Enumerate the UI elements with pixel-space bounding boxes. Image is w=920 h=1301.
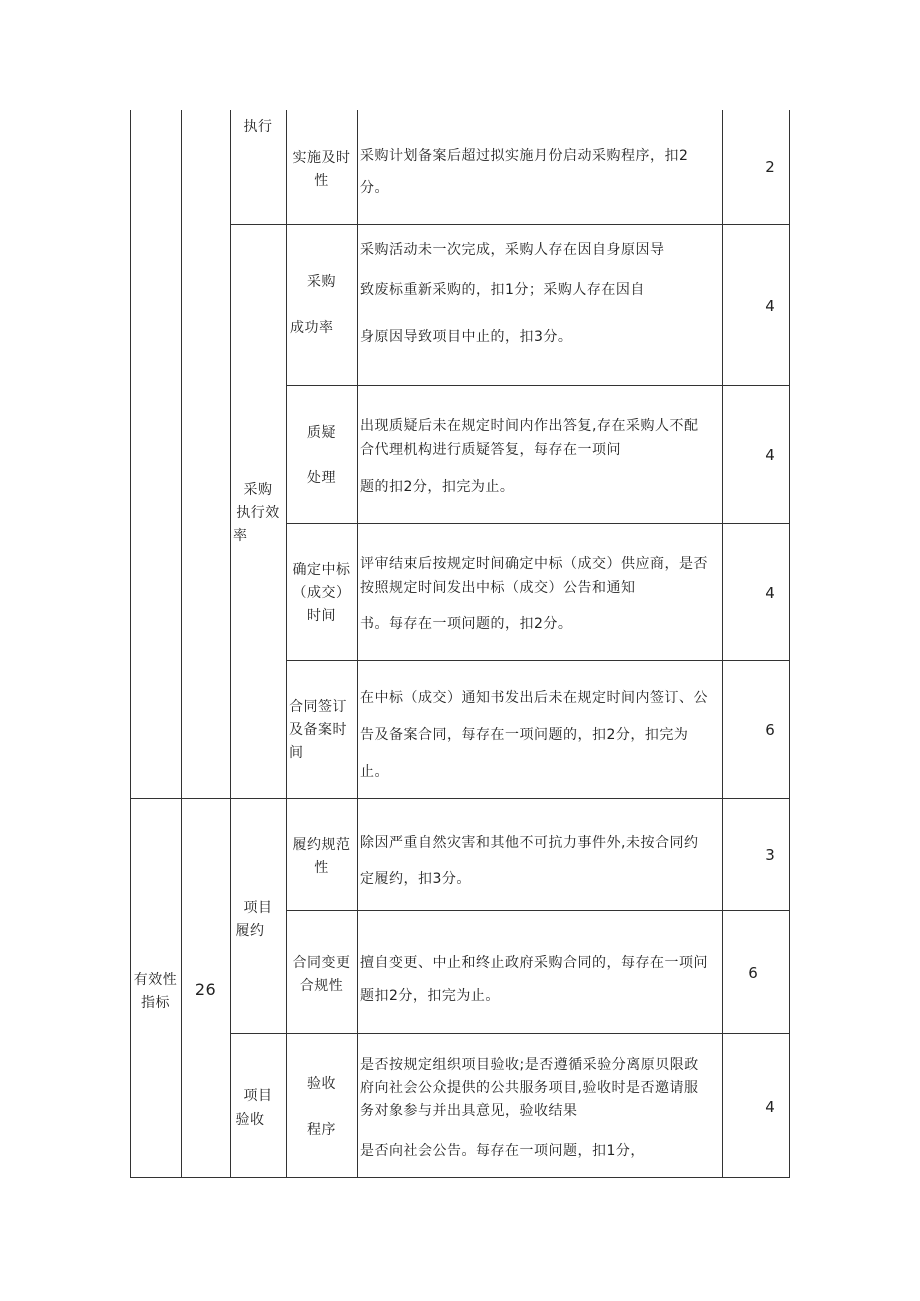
criteria-row4-line1: 评审结束后按规定时间确定中标（成交）供应商，是否: [360, 556, 708, 572]
criteria-row5-line2: 告及备案合同，每存在一项问题的，扣2分，扣完为: [360, 727, 689, 743]
indicator-contract-change-line1: 合同变更: [292, 955, 351, 971]
indicator-contract-signing-line3: 间: [289, 745, 304, 761]
row-line-2: [286, 385, 790, 386]
category-weight: 26: [194, 980, 217, 999]
indicator-performance-line1: 履约规范: [292, 837, 351, 853]
row-line-1: [230, 224, 790, 225]
indicator-contract-change-line2: 合规性: [299, 978, 344, 994]
col-line-5: [722, 110, 723, 1178]
indicator-timeliness-line2: 性: [314, 173, 329, 189]
indicator-award-time-line3: 时间: [307, 608, 336, 624]
group-efficiency-line1: 采购: [243, 482, 273, 498]
indicator-contract-signing-line1: 合同签订: [289, 699, 347, 715]
criteria-row4-line3: 书。每存在一项问题的，扣2分。: [360, 616, 573, 632]
col-line-4: [357, 110, 358, 1178]
group-efficiency-line3: 率: [233, 528, 248, 544]
criteria-row2-line3: 身原因导致项目中止的，扣3分。: [360, 329, 573, 345]
criteria-row3-line2: 合代理机构进行质疑答复，每存在一项问: [360, 442, 621, 458]
group-performance-line1: 项目: [243, 900, 273, 916]
score-row5: 6: [765, 721, 775, 739]
row-line-6: [286, 910, 790, 911]
row-line-5: [130, 798, 790, 799]
indicator-challenge-line2: 处理: [307, 470, 336, 486]
indicator-acceptance-procedure-line2: 程序: [307, 1122, 336, 1138]
level3-execution: 执行: [243, 119, 273, 135]
row-line-3: [286, 523, 790, 524]
table-border-right: [789, 110, 790, 1178]
indicator-success-rate-line2: 成功率: [290, 320, 334, 336]
table-border-left: [130, 110, 131, 1178]
criteria-row3-line1: 出现质疑后未在规定时间内作出答复,存在采购人不配: [360, 418, 699, 434]
col-line-1: [181, 110, 182, 1178]
criteria-row1-line2: 分。: [360, 180, 389, 196]
indicator-award-time-line1: 确定中标: [292, 562, 351, 578]
criteria-row5-line3: 止。: [360, 764, 389, 780]
col-line-2: [230, 110, 231, 1178]
criteria-row8-line2: 府向社会公众提供的公共服务项目,验收时是否邀请服: [360, 1080, 699, 1096]
indicator-performance-line2: 性: [314, 860, 329, 876]
category-label-line2: 指标: [141, 995, 170, 1011]
criteria-row2-line2: 致废标重新采购的，扣1分；采购人存在因自: [360, 282, 645, 298]
indicator-contract-signing-line2: 及备案时: [289, 722, 347, 738]
row-line-7: [230, 1033, 790, 1034]
table-border-bottom: [130, 1177, 790, 1178]
criteria-row7-line1: 擅自变更、中止和终止政府采购合同的，每存在一项问: [360, 955, 708, 971]
criteria-row6-line2: 定履约，扣3分。: [360, 871, 471, 887]
category-label-line1: 有效性: [133, 972, 178, 988]
group-acceptance-line2: 验收: [235, 1112, 265, 1128]
score-row7: 6: [748, 964, 758, 982]
indicator-challenge-line1: 质疑: [307, 425, 336, 441]
score-row8: 4: [765, 1098, 775, 1116]
row-line-4: [286, 660, 790, 661]
score-row2: 4: [765, 297, 775, 315]
score-row6: 3: [765, 846, 775, 864]
indicator-award-time-line2: （成交）: [292, 585, 351, 601]
score-row1: 2: [765, 158, 775, 176]
score-row3: 4: [765, 446, 775, 464]
score-row4: 4: [765, 584, 775, 602]
criteria-row8-line3: 务对象参与并出具意见，验收结果: [360, 1103, 578, 1119]
indicator-timeliness-line1: 实施及时: [292, 150, 351, 166]
criteria-row4-line2: 按照规定时间发出中标（成交）公告和通知: [360, 580, 636, 596]
indicator-success-rate-line1: 采购: [307, 274, 336, 290]
criteria-row8-line1: 是否按规定组织项目验收;是否遵循采验分离原贝限政: [360, 1057, 699, 1073]
indicator-acceptance-procedure-line1: 验收: [307, 1076, 336, 1092]
criteria-row6-line1: 除因严重自然灾害和其他不可抗力事件外,未按合同约: [360, 835, 699, 851]
criteria-row2-line1: 采购活动未一次完成，采购人存在因自身原因导: [360, 242, 665, 258]
group-acceptance-line1: 项目: [243, 1088, 273, 1104]
criteria-row3-line3: 题的扣2分，扣完为止。: [360, 479, 515, 495]
criteria-row7-line2: 题扣2分，扣完为止。: [360, 988, 500, 1004]
group-efficiency-line2: 执行效: [236, 505, 280, 521]
col-line-3: [286, 110, 287, 1178]
criteria-row1-line1: 采购计划备案后超过拟实施月份启动采购程序，扣2: [360, 148, 689, 164]
criteria-row5-line1: 在中标（成交）通知书发出后未在规定时间内签订、公: [360, 690, 708, 706]
group-performance-line2: 履约: [235, 923, 265, 939]
criteria-row8-line4: 是否向社会公告。每存在一项问题，扣1分，: [360, 1143, 645, 1159]
